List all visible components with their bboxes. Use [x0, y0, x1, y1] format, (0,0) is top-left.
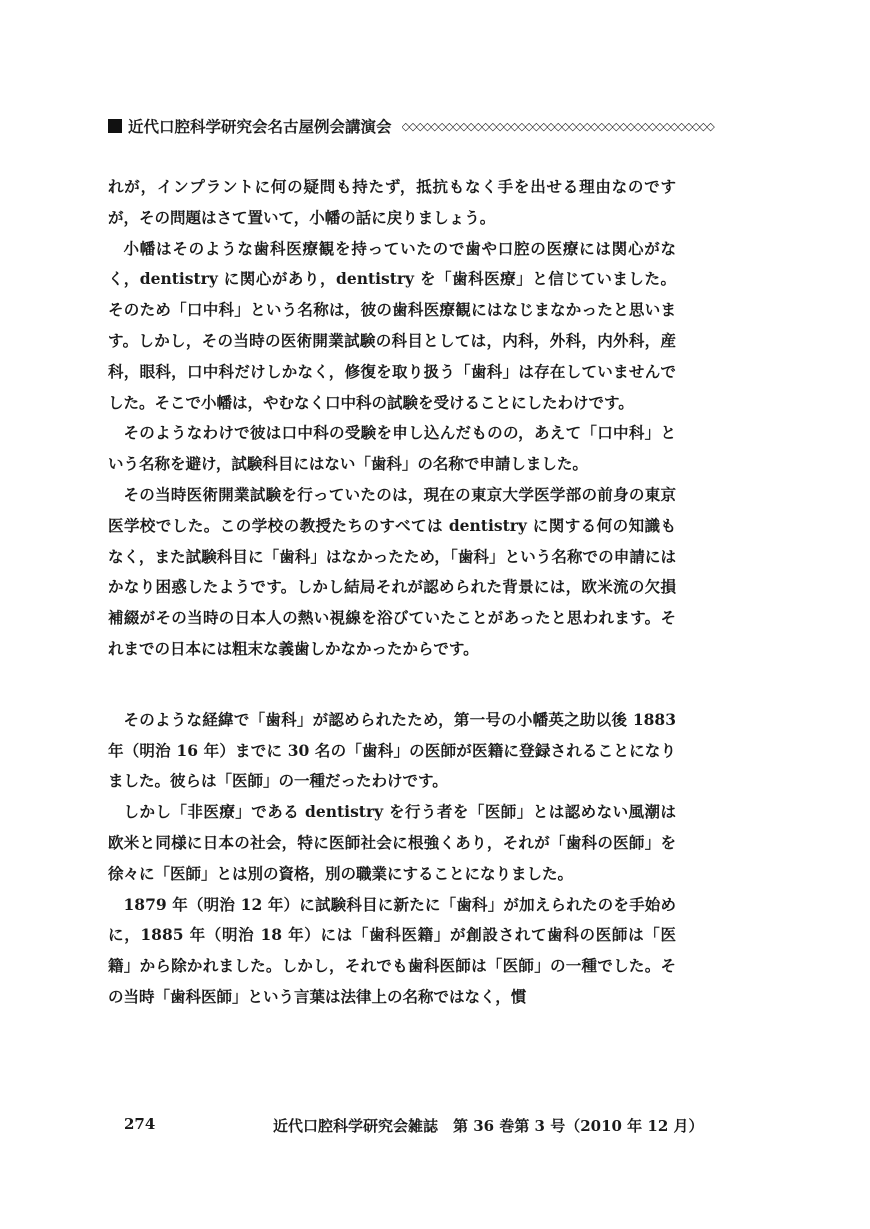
paragraph: 1879 年（明治 12 年）に試験科目に新たに「歯科」が加えられたのを手始めに，1885 年（明治 18 年）には「歯科医籍」が創設されて歯科の医師は「医籍」から除かれました。しかし，それでも歯科医師は「医師」の一種でした。その当時「歯科医師」という言葉は法律上の名称ではなく，慣 [108, 894, 676, 1006]
running-header [108, 113, 838, 139]
paragraph: そのような経緯で「歯科」が認められたため，第一号の小幡英之助以後 1883 年（明治 16 年）までに 30 名の「歯科」の医師が医籍に登録されることになりました。彼らは「医師」の一種だったわけです。 [108, 709, 676, 791]
square-bullet-icon [108, 119, 122, 133]
paragraph: しかし「非医療」である dentistry を行う者を「医師」とは認めない風潮は欧米と同様に日本の社会，特に医師社会に根強くあり，それが「歯科の医師」を徐々に「医師」とは別の資格，別の職業にすることになりました。 [108, 802, 676, 883]
paragraph: 小幡はそのような歯科医療観を持っていたので歯や口腔の医療には関心がなく，dentistry に関心があり，dentistry を「歯科医療」と信じていました。そのため「口中科」という名称は，彼の歯科医療観にはなじまなかったと思います。しかし，その当時の医術開業試験の科目としては，内科，外科，内外科，産科，眼科，口中科だけしかなく，修復を取り扱う「歯科」は存在していませんでした。そこで小幡は，やむなく口中科の試験を受けることにしたわけです。 [108, 238, 676, 412]
section-gap [108, 665, 676, 705]
journal-citation: 近代口腔科学研究会雑誌 第 36 巻第 3 号（2010 年 12 月） [273, 1117, 704, 1135]
page-number: 274 [124, 1115, 156, 1133]
paragraph: れが，インプラントに何の疑問も持たず，抵抗もなく手を出せる理由なのですが，その問題はさて置いて，小幡の話に戻りましょう。 [108, 177, 676, 227]
paragraph: その当時医術開業試験を行っていたのは，現在の東京大学医学部の前身の東京医学校でした。この学校の教授たちのすべては dentistry に関する何の知識もなく，また試験科目に「歯科」はなかったため，「歯科」という名称での申請にはかなり困惑したようです。しかし結局それが認められた背景には，欧米流の欠損補綴がその当時の日本人の熱い視線を浴びていたことがあったと思われます。それまでの日本には粗末な義歯しかなかったからです。 [108, 484, 676, 658]
body-text [108, 172, 676, 1013]
paragraph: そのようなわけで彼は口中科の受験を申し込んだものの，あえて「口中科」という名称を避け，試験科目にはない「歯科」の名称で申請しました。 [108, 423, 676, 474]
header-ornament: ◇◇◇◇◇◇◇◇◇◇◇◇◇◇◇◇◇◇◇◇◇◇◇◇◇◇◇◇◇◇◇◇◇◇◇◇◇◇◇◇◇◇◇ [401, 119, 714, 133]
header-title: 近代口腔科学研究会名古屋例会講演会 [128, 118, 392, 136]
